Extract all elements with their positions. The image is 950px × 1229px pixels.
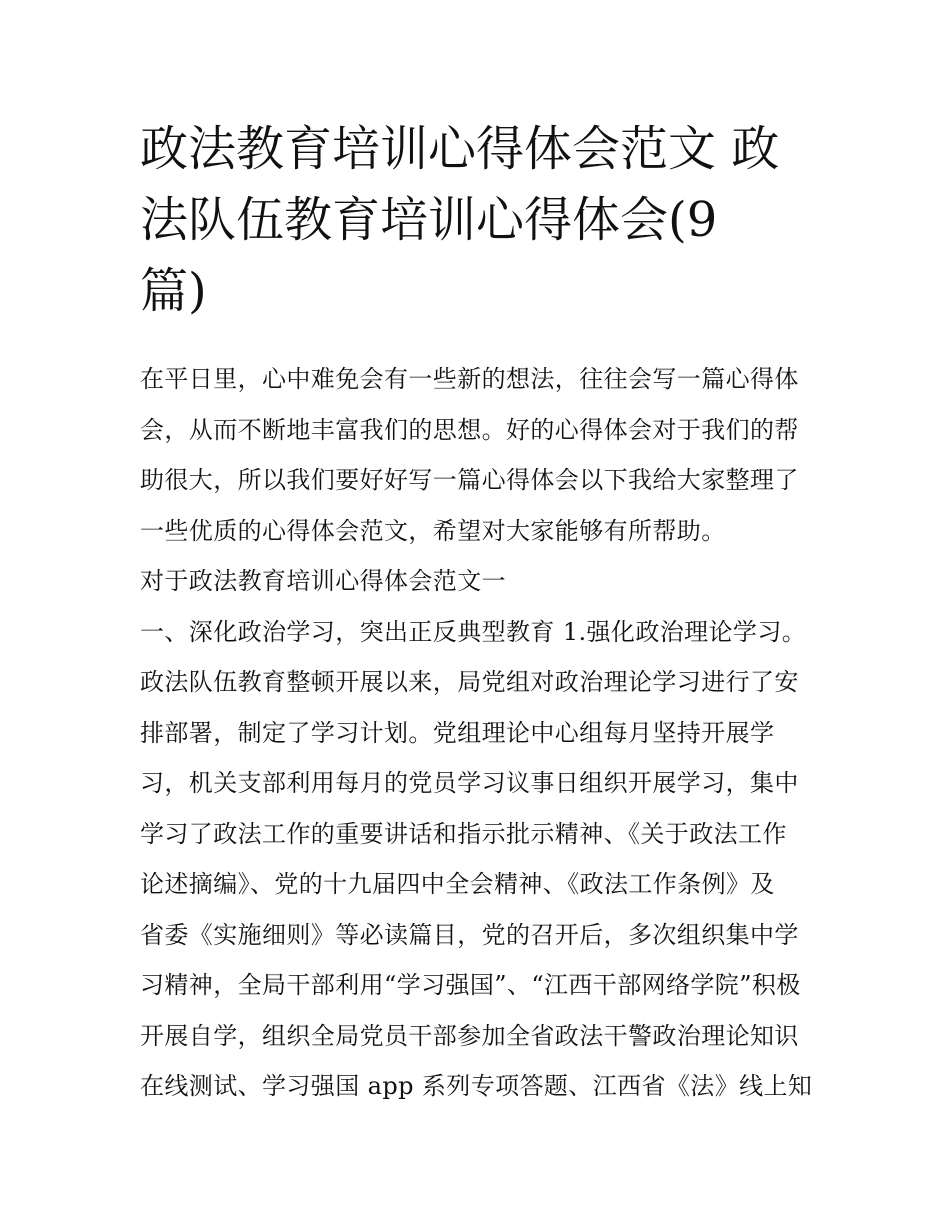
body-line: 一些优质的心得体会范文，希望对大家能够有所帮助。 (140, 516, 726, 545)
body-line: 开展自学，组织全局党员干部参加全省政法干警政治理论知识 (140, 1021, 799, 1050)
document-title (140, 114, 820, 327)
body-line: 论述摘编》、党的十九届四中全会精神、《政法工作条例》及 (140, 870, 775, 898)
section-heading: 对于政法教育培训心得体会范文一 (140, 567, 506, 595)
body-line: 助很大，所以我们要好好写一篇心得体会以下我给大家整理了 (140, 466, 799, 494)
body-line: 一、深化政治学习，突出正反典型教育 1.强化政治理论学习。 (140, 617, 807, 646)
body-line: 在线测试、学习强国 app 系列专项答题、江西省《法》线上知 (140, 1072, 813, 1100)
body-line: 在平日里，心中难免会有一些新的想法，往往会写一篇心得体 (140, 365, 799, 393)
body-line: 会，从而不断地丰富我们的思想。好的心得体会对于我们的帮 (140, 415, 799, 444)
body-line: 习精神，全局干部利用“学习强国”、“江西干部网络学院”积极 (140, 971, 801, 999)
body-line: 排部署，制定了学习计划。党组理论中心组每月坚持开展学 (140, 718, 775, 747)
title-line: 法队伍教育培训心得体会(9 (140, 192, 718, 248)
document-body (140, 354, 820, 1112)
body-line: 习，机关支部利用每月的党员学习议事日组织开展学习，集中 (140, 769, 799, 797)
title-line: 篇) (140, 263, 207, 319)
body-line: 学习了政法工作的重要讲话和指示批示精神、《关于政法工作 (140, 819, 787, 848)
body-line: 省委《实施细则》等必读篇目，党的召开后，多次组织集中学 (140, 920, 799, 949)
title-line: 政法教育培训心得体会范文 政 (140, 121, 780, 177)
body-line: 政法队伍教育整顿开展以来，局党组对政治理论学习进行了安 (140, 668, 799, 696)
